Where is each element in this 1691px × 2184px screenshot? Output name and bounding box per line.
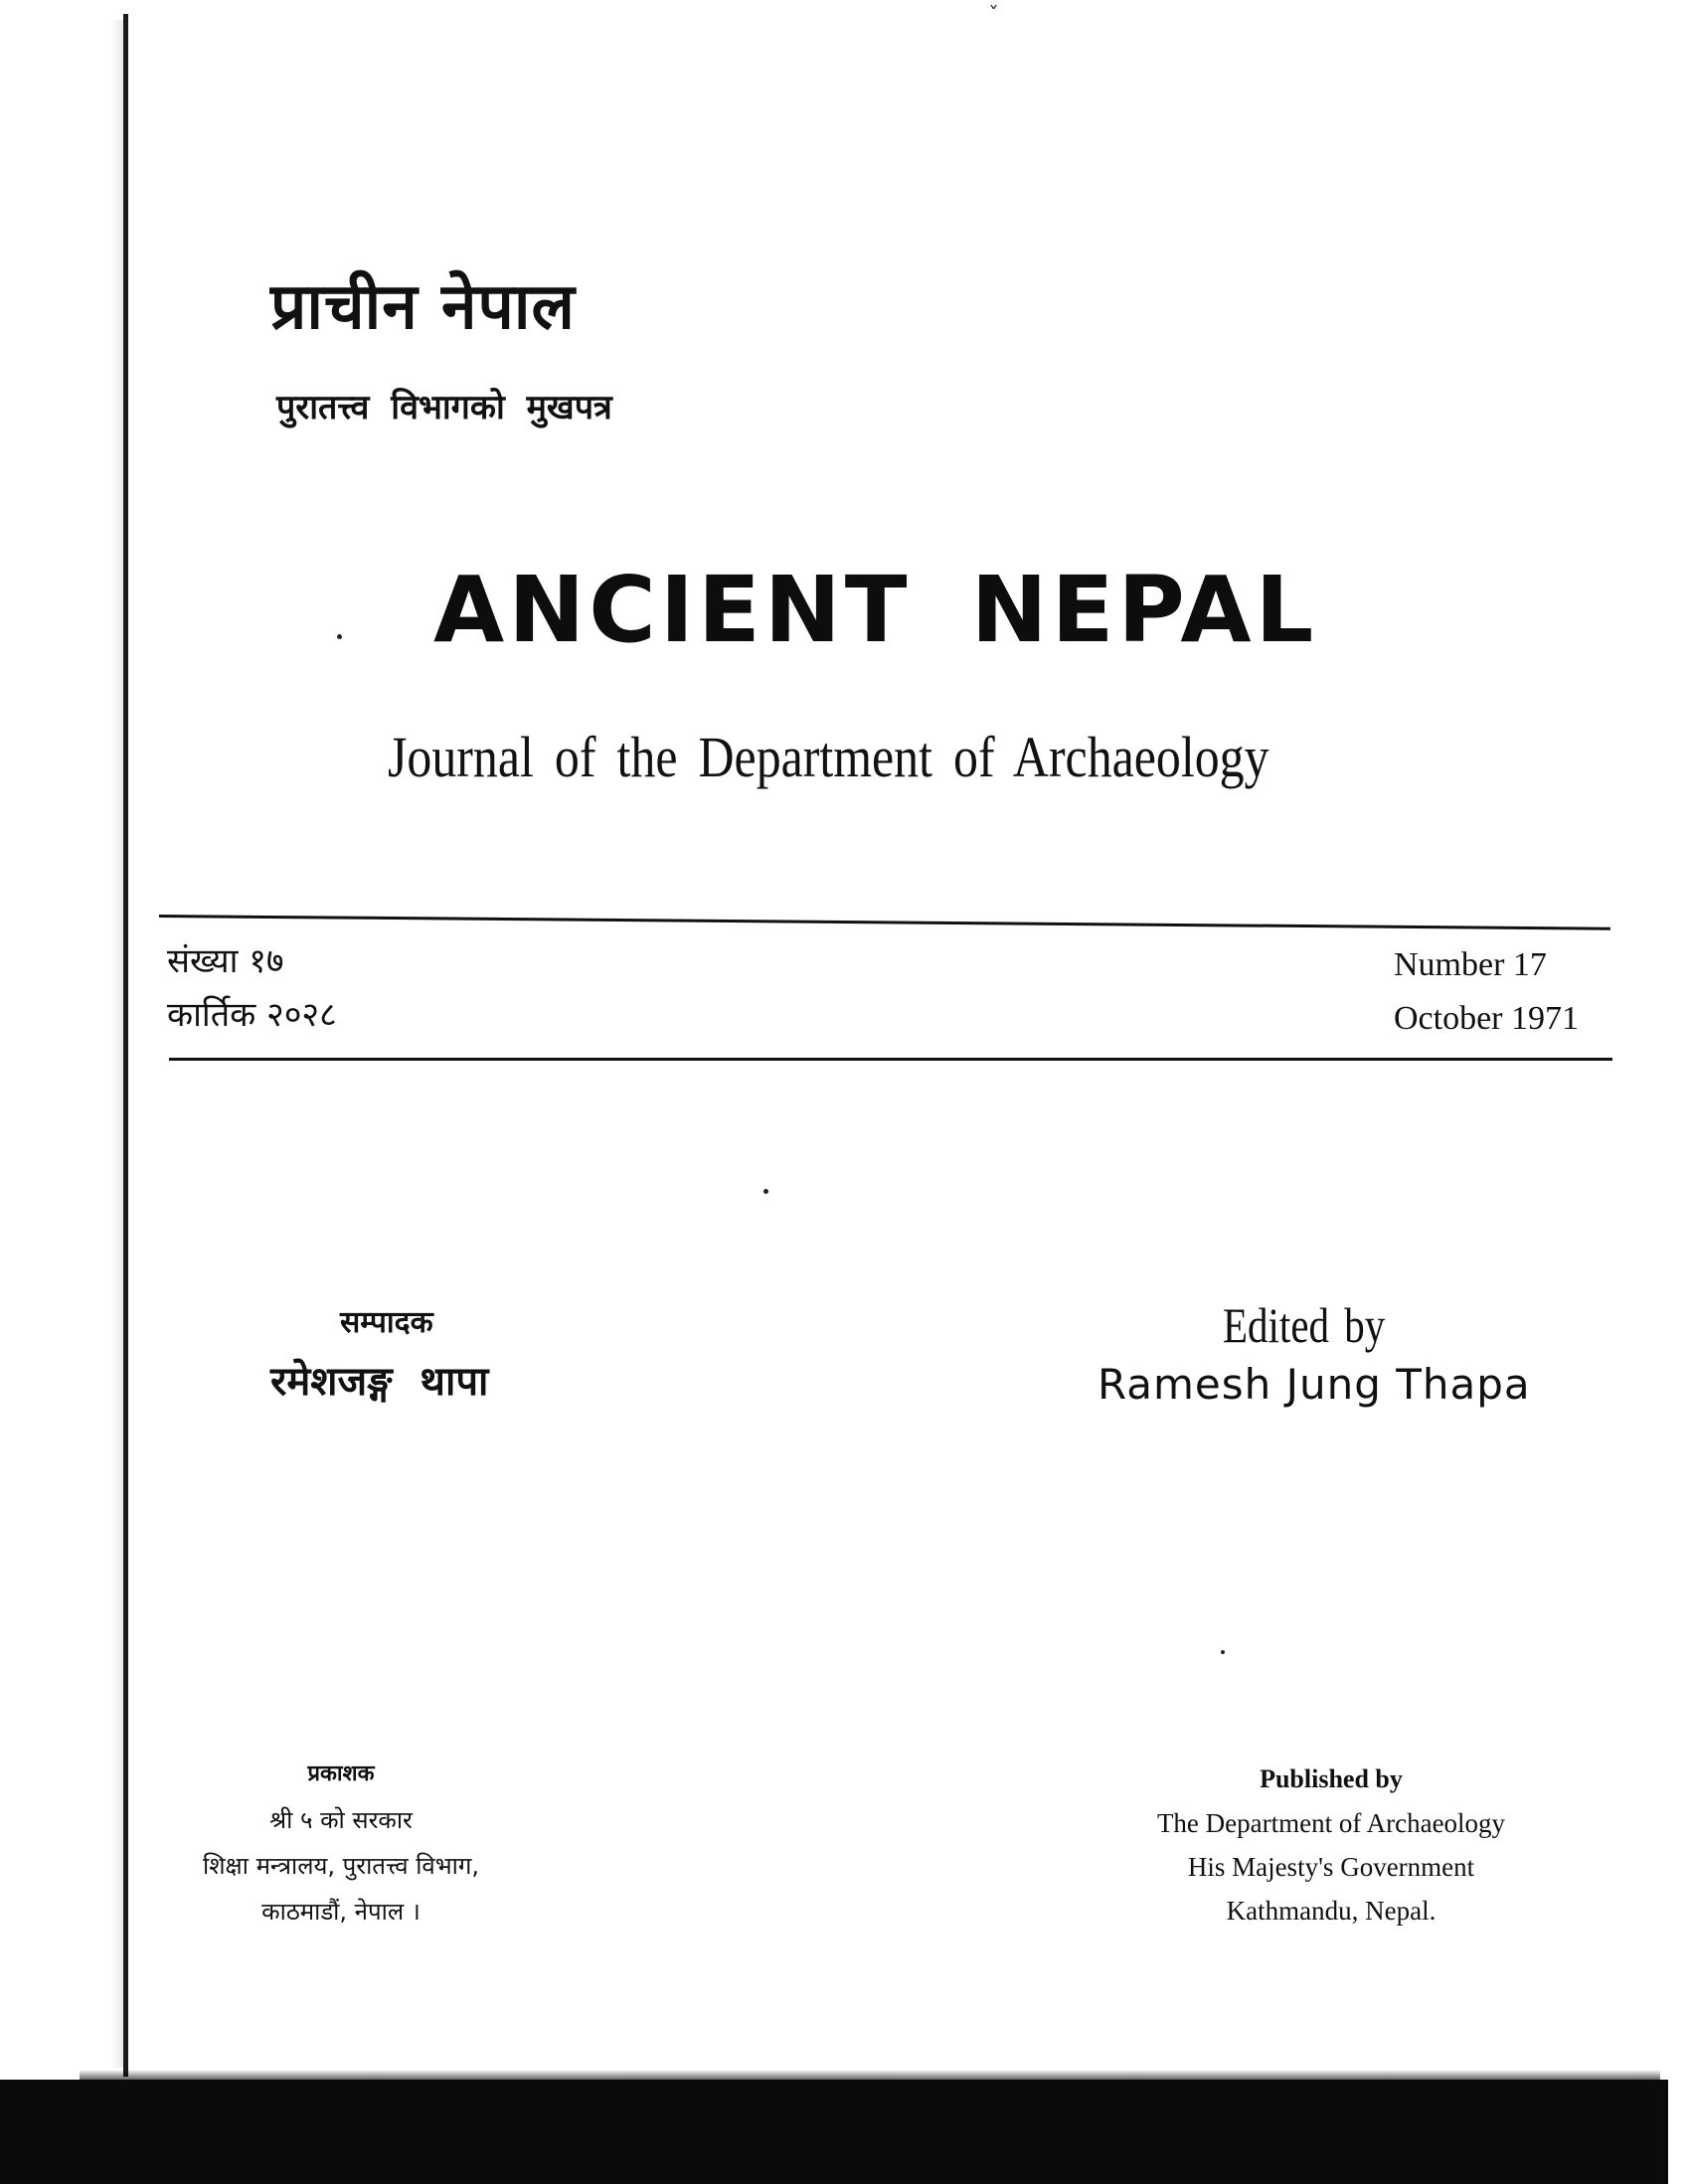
publisher-line-1: The Department of Archaeology: [1156, 1808, 1506, 1838]
journal-title: ANCIENT NEPAL: [433, 557, 1318, 663]
publisher-block-nepali: [127, 1752, 555, 1934]
journal-subtitle: Journal of the Department of Archaeology: [388, 725, 1269, 789]
editor-name: Ramesh Jung Thapa: [1098, 1360, 1531, 1409]
issue-date-nepali: कार्तिक २०२८: [167, 995, 337, 1035]
editor-label-nepali: सम्पादक: [340, 1305, 433, 1340]
publisher-label-nepali: प्रकाशक: [307, 1762, 375, 1786]
publisher-block: [1098, 1758, 1565, 1932]
publisher-line-1-nepali: श्री ५ को सरकार: [269, 1806, 413, 1834]
issue-rule-top: [159, 915, 1610, 930]
publisher-line-3: Kathmandu, Nepal.: [1226, 1896, 1437, 1926]
scan-speck: [1221, 1650, 1225, 1654]
scan-mark: ˇ: [988, 4, 999, 29]
issue-date: October 1971: [1394, 1000, 1580, 1037]
publisher-line-3-nepali: काठमाडौं, नेपाल ।: [261, 1898, 421, 1926]
editor-label: Edited by: [1223, 1297, 1386, 1353]
publisher-line-2-nepali: शिक्षा मन्त्रालय, पुरातत्त्व विभाग,: [202, 1852, 480, 1880]
editor-name-nepali: रमेशजङ्ग थापा: [270, 1359, 489, 1405]
issue-number-nepali: संख्या १७: [167, 941, 284, 981]
publisher-label: Published by: [1260, 1764, 1403, 1793]
issue-rule-bottom: [169, 1058, 1612, 1061]
scan-speck: [337, 634, 342, 639]
publisher-line-2: His Majesty's Government: [1187, 1852, 1475, 1882]
issue-number: Number 17: [1394, 946, 1547, 983]
scan-bottom-band: [0, 2080, 1668, 2184]
nepali-journal-title: प्राचीन नेपाल: [270, 270, 576, 344]
nepali-journal-subtitle: पुरातत्त्व विभागको मुखपत्र: [276, 388, 612, 427]
scan-speck: [763, 1189, 768, 1194]
